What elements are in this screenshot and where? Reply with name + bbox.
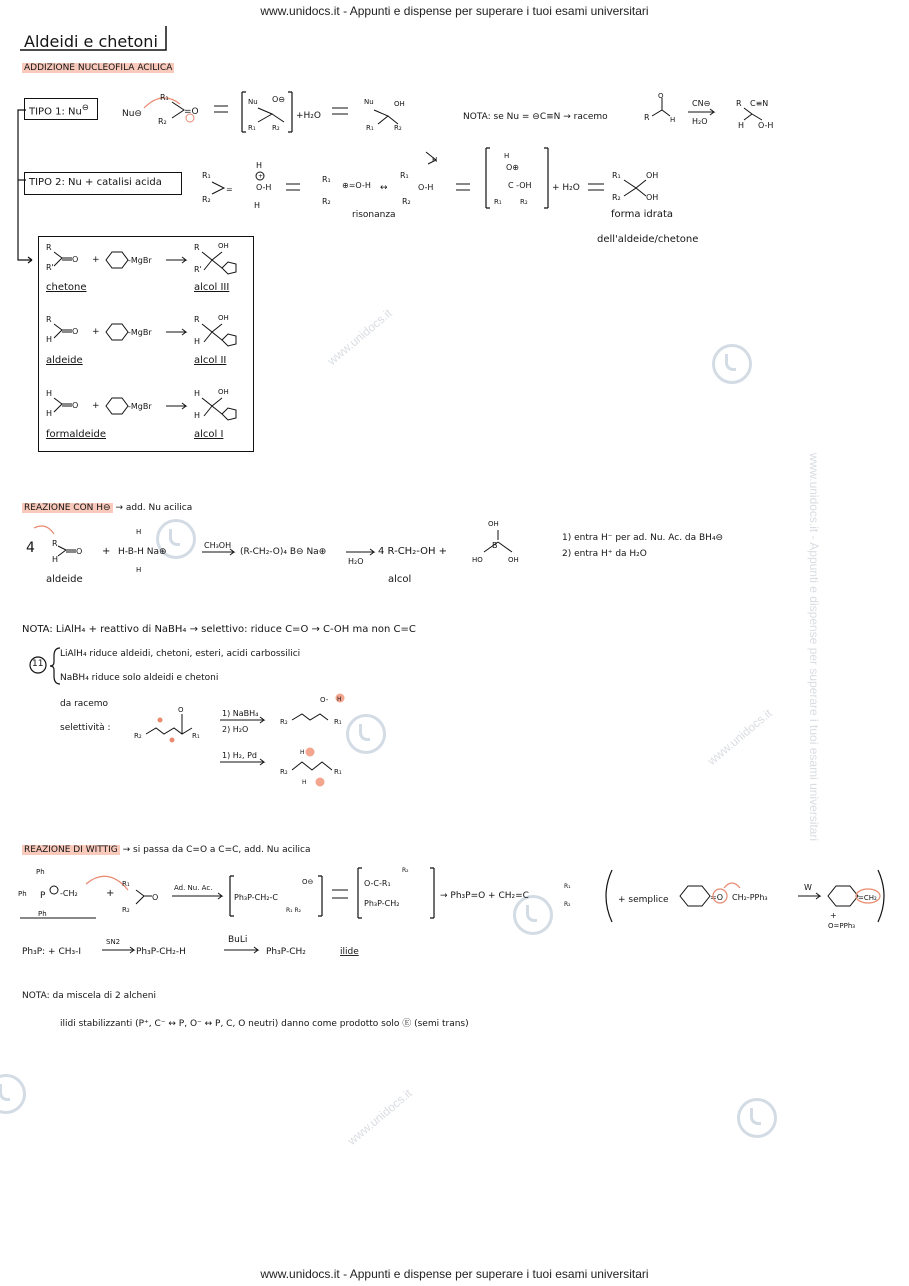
forma-idrata-label: forma idrata [611,209,674,220]
svg-text:H: H [194,411,201,420]
svg-text:R: R [194,243,200,252]
svg-text:R₂: R₂ [122,906,130,914]
svg-text:O-C-R₁: O-C-R₁ [364,879,391,888]
tipo2-mechanism [196,146,616,216]
svg-text:OH: OH [508,556,519,564]
svg-text:H-B-H Na⊕: H-B-H Na⊕ [118,547,167,557]
svg-text:1) NaBH₄: 1) NaBH₄ [222,709,259,718]
svg-text:H: H [337,696,342,703]
svg-text:P: P [40,891,46,901]
svg-text:Ph₃P: + CH₃-I: Ph₃P: + CH₃-I [22,947,82,957]
ilide-synthesis [22,928,382,968]
svg-text:-MgBr: -MgBr [128,256,152,265]
nota-racemo: NOTA: se Nu = ⊖C≡N → racemo [463,112,608,122]
grignard-product: alcol I [194,429,224,440]
top-banner[interactable]: www.unidocs.it - Appunti e dispense per superare i tuoi esami universitari [260,4,649,18]
svg-text:+: + [92,327,100,337]
nota-selettivo: NOTA: LiAlH₄ + reattivo di NaBH₄ → selettivo: riduce C=O → C-OH ma non C=C [22,624,416,635]
svg-text:H: H [46,389,53,398]
svg-text:Ad. Nu. Ac.: Ad. Nu. Ac. [174,884,213,892]
title-bracket [20,26,180,54]
svg-text:Ph₃P-CH₂: Ph₃P-CH₂ [364,899,400,908]
svg-text:→ Ph₃P=O + CH₂=C: → Ph₃P=O + CH₂=C [440,891,529,901]
svg-text:R₁: R₁ [122,880,130,888]
diagonal-watermark: www.unidocs.it [324,306,395,368]
aldeide-label: aldeide [46,574,83,585]
svg-text:O: O [658,92,664,100]
side-watermark-right: www.unidocs.it - Appunti e dispense per superare i tuoi esami universitari [807,452,822,842]
svg-text:HO: HO [472,556,483,564]
section-heading-addizione: ADDIZIONE NUCLEOFILA ACILICA [24,63,173,73]
svg-text:R₂: R₂ [202,195,211,204]
svg-text:R₁: R₁ [494,198,502,206]
svg-text:+: + [92,401,100,411]
svg-text:+: + [106,888,115,899]
svg-text:R₁ R₂: R₁ R₂ [286,907,302,914]
svg-text:=O: =O [710,893,723,902]
svg-text:Nu: Nu [364,98,374,106]
svg-text:O: O [152,893,159,902]
svg-text:O-H: O-H [758,121,774,130]
svg-text:R₂: R₂ [394,124,402,132]
idruro-note-1: 1) entra H⁻ per ad. Nu. Ac. da BH₄⊖ [562,533,724,543]
svg-text:CN⊖: CN⊖ [692,99,711,108]
svg-text:H: H [136,528,142,536]
wittig-nota-b: ilidi stabilizzanti (P⁺, C⁻ ↔ P, O⁻ ↔ P, C, O neutri) danno come prodotto solo Ⓔ (semi trans) [60,1019,469,1029]
svg-text:OH: OH [218,388,229,396]
nota-number: 11 [32,659,44,669]
svg-text:ilide: ilide [340,947,359,957]
tipo1-mechanism [122,88,442,138]
svg-text:R₂: R₂ [612,193,621,202]
svg-text:R': R' [194,265,202,274]
svg-text:R₂: R₂ [402,867,409,874]
svg-text:C≡N: C≡N [750,99,769,108]
svg-text:H: H [738,121,745,130]
svg-text:R: R [644,113,650,122]
svg-text:SN2: SN2 [106,938,121,946]
svg-text:CH₃OH: CH₃OH [204,541,232,550]
da-racemo: da racemo [60,699,109,709]
svg-text:H: H [194,389,201,398]
bottom-banner[interactable]: www.unidocs.it - Appunti e dispense per superare i tuoi esami universitari [260,1267,649,1281]
alcol-label: alcol [388,574,412,585]
grignard-substrate: chetone [46,282,87,293]
svg-text:O-H: O-H [256,183,272,192]
svg-text:R₁: R₁ [322,175,331,184]
svg-text:R₁: R₁ [334,718,342,726]
svg-text:O: O [72,401,79,410]
watermark-logo-icon [712,344,752,384]
tipo2-label: TIPO 2: Nu + catalisi acida [29,177,162,188]
svg-text:Ph₃P-CH₂-C: Ph₃P-CH₂-C [234,893,278,902]
tipo1-label: TIPO 1: Nu⊖ [29,102,89,118]
svg-text:R₂: R₂ [280,768,288,776]
svg-text:(R-CH₂-O)₄ B⊖ Na⊕: (R-CH₂-O)₄ B⊖ Na⊕ [240,547,327,557]
svg-text:OH: OH [646,171,659,180]
svg-text:Ph: Ph [38,910,47,918]
svg-text:⊕=O-H: ⊕=O-H [342,181,371,190]
svg-text:H: H [432,156,438,164]
svg-text:R₁: R₁ [202,171,211,180]
svg-text:R₁: R₁ [612,171,621,180]
svg-text:O=PPh₃: O=PPh₃ [828,922,856,930]
grignard-product: alcol III [194,282,230,293]
forma-idrata-label-2: dell'aldeide/chetone [597,234,699,245]
svg-text:H: H [52,555,59,564]
svg-text:OH: OH [488,520,499,528]
svg-text:R₂: R₂ [520,198,528,206]
svg-text:H: H [670,116,676,124]
svg-text:=: = [226,185,233,194]
svg-text:+ H₂O: + H₂O [552,183,580,193]
svg-text:R: R [46,243,52,252]
section-heading-wittig: REAZIONE DI WITTIG → si passa da C=O a C=C, add. Nu acilica [24,845,311,855]
wittig-nota-a: NOTA: da miscela di 2 alcheni [22,991,156,1001]
cyanohydrin-scheme [640,92,790,132]
svg-text:W: W [804,883,812,892]
svg-text:CH₂-PPh₃: CH₂-PPh₃ [732,893,768,902]
svg-text:R₁: R₁ [564,883,571,890]
risonanza-label: risonanza [352,210,396,220]
svg-text:B: B [492,541,498,550]
svg-text:BuLi: BuLi [228,935,248,945]
svg-text:H: H [256,161,263,170]
svg-text:OH: OH [646,193,659,202]
svg-text:H: H [46,409,53,418]
diagonal-watermark: www.unidocs.it [344,1086,415,1148]
svg-text:+: + [830,911,837,920]
nota-lialh4: LiAlH₄ riduce aldeidi, chetoni, esteri, acidi carbossilici [60,649,301,659]
svg-text:O-H: O-H [418,183,434,192]
svg-text:=CH₂: =CH₂ [858,894,877,902]
svg-text:O: O [76,547,83,556]
wittig-mechanism [18,860,598,930]
svg-text:R₁: R₁ [160,93,169,102]
svg-text:R: R [194,315,200,324]
watermark-logo-icon [737,1098,777,1138]
svg-text:1) H₂, Pd: 1) H₂, Pd [222,751,257,760]
svg-text:O⊕: O⊕ [506,163,519,172]
svg-text:R₁: R₁ [248,124,256,132]
svg-text:R₂: R₂ [402,197,411,206]
svg-text:R₁: R₁ [400,171,409,180]
forma-idrata-molecule [612,166,672,206]
svg-text:C -OH: C -OH [508,181,532,190]
svg-text:Nu⊖: Nu⊖ [122,109,142,119]
idruro-note-2: 2) entra H⁺ da H₂O [562,549,647,559]
svg-text:R₁: R₁ [192,732,200,740]
svg-text:R: R [736,99,742,108]
svg-text:+: + [102,546,111,557]
svg-text:R: R [46,315,52,324]
svg-text:O⊖: O⊖ [302,878,314,886]
svg-text:-CH₂: -CH₂ [60,889,78,898]
svg-text:2) H₂O: 2) H₂O [222,725,249,734]
grignard-substrate: formaldeide [46,429,106,440]
svg-text:O: O [72,327,79,336]
selettivita-scheme [134,690,374,790]
svg-text:R: R [52,539,58,548]
svg-text:-MgBr: -MgBr [128,328,152,337]
nota-nabh4: NaBH₄ riduce solo aldeidi e chetoni [60,673,219,683]
grignard-row-chetone [44,240,244,280]
svg-text:H: H [302,779,307,786]
svg-text:R₂: R₂ [272,124,280,132]
svg-text:OH: OH [394,100,405,108]
svg-text:+ semplice: + semplice [618,895,669,905]
svg-text:H₂O: H₂O [692,117,708,126]
svg-text:H: H [254,201,261,210]
svg-text:H: H [300,749,305,756]
svg-text:Ph₃P-CH₂-H: Ph₃P-CH₂-H [136,947,186,957]
svg-text:OH: OH [218,314,229,322]
svg-text:R₂: R₂ [158,117,167,126]
svg-text:=O: =O [184,107,199,117]
svg-text:Ph₃P-CH₂: Ph₃P-CH₂ [266,947,306,957]
page-title: Aldeidi e chetoni [24,32,158,51]
grignard-row-aldeide [44,312,244,352]
svg-text:O: O [72,255,79,264]
svg-text:-MgBr: -MgBr [128,402,152,411]
svg-text:H: H [136,566,142,574]
svg-text:H₂O: H₂O [348,557,364,566]
svg-text:+: + [258,173,264,180]
wittig-semplice-scheme [606,866,896,936]
section-heading-idruro: REAZIONE CON H⊖ → add. Nu acilica [24,503,193,513]
svg-text:R₂: R₂ [280,718,288,726]
svg-text:R': R' [46,263,54,272]
diagonal-watermark: www.unidocs.it [704,706,775,768]
svg-text:R₁: R₁ [334,768,342,776]
svg-text:↔: ↔ [380,183,388,193]
svg-text:4: 4 [26,540,35,556]
svg-text:O: O [178,706,184,714]
watermark-logo-icon [0,1074,26,1114]
idruro-reaction [22,522,562,582]
svg-text:H: H [46,335,53,344]
selettivita: selettività : [60,723,111,733]
svg-text:O-: O- [320,696,329,704]
grignard-row-formaldeide [44,386,244,426]
svg-text:Ph: Ph [36,868,45,876]
svg-text:R₂: R₂ [322,197,331,206]
svg-text:+: + [92,255,100,265]
grignard-product: alcol II [194,355,227,366]
svg-text:O⊖: O⊖ [272,95,285,104]
svg-text:H: H [194,337,201,346]
svg-text:OH: OH [218,242,229,250]
grignard-substrate: aldeide [46,355,83,366]
svg-text:R₁: R₁ [366,124,374,132]
svg-text:H: H [504,152,510,160]
svg-text:Ph: Ph [18,890,27,898]
svg-text:R₂: R₂ [134,732,142,740]
svg-text:R₂: R₂ [564,901,571,908]
svg-text:Nu: Nu [248,98,258,106]
svg-text:4 R-CH₂-OH +: 4 R-CH₂-OH + [378,546,448,557]
svg-text:+H₂O: +H₂O [296,111,322,121]
